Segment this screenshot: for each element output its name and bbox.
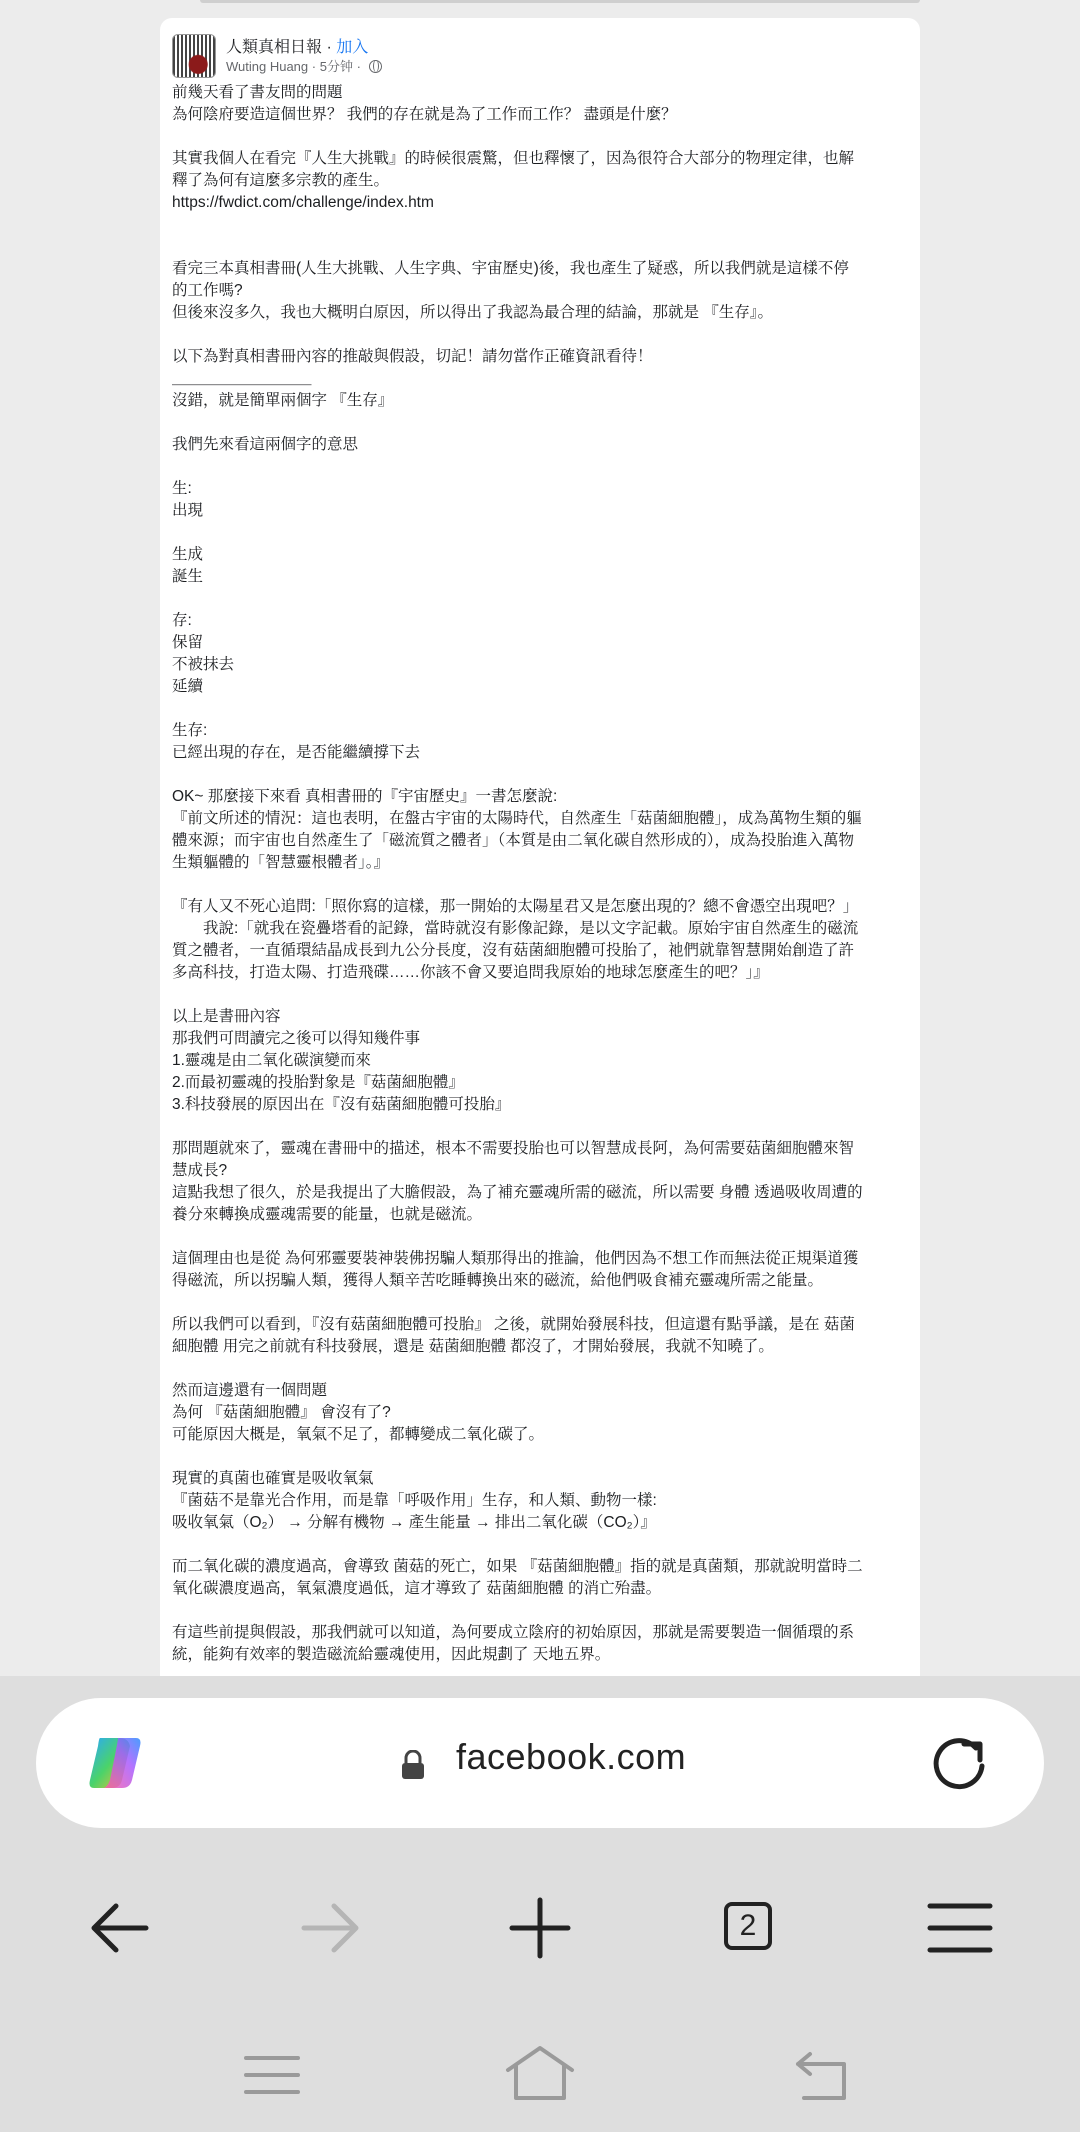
post-text (172, 82, 910, 1666)
blank-line (172, 984, 910, 1006)
group-avatar[interactable] (172, 34, 216, 78)
post-text-line: 1.靈魂是由二氧化碳演變而來 (172, 1052, 371, 1069)
post-text-line: 養分來轉換成靈魂需要的能量，也就是磁流。 (172, 1206, 483, 1223)
post-text-line: 但後來沒多久，我也大概明白原因，所以得出了我認為最合理的結論，那就是 『生存』。 (172, 304, 774, 321)
url-text[interactable]: facebook.com (456, 1736, 687, 1777)
blank-line (172, 236, 910, 258)
post-text-line: 2.而最初靈魂的投胎對象是『菇菌細胞體』 (172, 1074, 464, 1091)
post-text-line: 出現 (172, 502, 204, 519)
join-group-link[interactable]: 加入 (336, 39, 369, 56)
post-text-line: 為何 『菇菌細胞體』 會沒有了? (172, 1404, 391, 1421)
blank-line (172, 126, 910, 148)
group-line (226, 34, 368, 57)
post-text-line: 生存: (172, 722, 208, 739)
post-text-line: 其實我個人在看完『人生大挑戰』的時候很震驚，但也釋懷了，因為很符合大部分的物理定律，也解 (172, 150, 855, 167)
post-text-line: 不被抹去 (172, 656, 235, 673)
post-text-line: 而二氧化碳的濃度過高，會導致 菌菇的死亡，如果 『菇菌細胞體』指的就是真菌類，那就說明當時二 (172, 1558, 863, 1575)
browser-toolbar (0, 1878, 1080, 1978)
post-time[interactable]: 5分钟 (319, 59, 353, 74)
post-text-line: 細胞體 用完之前就有科技發展，還是 菇菌細胞體 都沒了，才開始發展，我就不知曉了。 (172, 1338, 774, 1355)
post-text-line: 存: (172, 612, 192, 629)
post-text-line: 那我們可問讀完之後可以得知幾件事 (172, 1030, 421, 1047)
blank-line (172, 1116, 910, 1138)
blank-line (172, 874, 910, 896)
home-icon[interactable] (500, 2040, 580, 2110)
blank-line (172, 1292, 910, 1314)
separator: · (322, 39, 337, 56)
blank-line (172, 1534, 910, 1556)
back-arrow-icon[interactable] (70, 1878, 170, 1978)
blank-line (172, 522, 910, 544)
post-text-line[interactable]: https://fwdict.com/challenge/index.htm (172, 194, 434, 211)
blank-line (172, 1226, 910, 1248)
post-header (172, 32, 908, 80)
post-text-line: 體來源；而宇宙也自然產生了「磁流質之體者」（本質是由二氧化碳自然形成的），成為投胎進入萬物 (172, 832, 855, 849)
post-text-line: 沒錯，就是簡單兩個字 『生存』 (172, 392, 394, 409)
post-text-line: 為何陰府要造這個世界？ 我們的存在就是為了工作而工作？ 盡頭是什麼？ (172, 106, 677, 123)
tab-count-icon: 2 (724, 1902, 772, 1950)
post-text-line: 以上是書冊內容 (172, 1008, 281, 1025)
post-text-line: 『菌菇不是靠光合作用，而是靠「呼吸作用」生存，和人類、動物一樣: (172, 1492, 657, 1509)
post-text-line: 我們先來看這兩個字的意思 (172, 436, 359, 453)
blank-line (172, 214, 910, 236)
post-text-line: 那問題就來了，靈魂在書冊中的描述，根本不需要投胎也可以智慧成長阿，為何需要菇菌細胞體來智 (172, 1140, 855, 1157)
post-text-line: 誕生 (172, 568, 204, 585)
blank-line (172, 456, 910, 478)
post-card (160, 18, 920, 1676)
globe-icon (369, 60, 382, 73)
blank-line (172, 1446, 910, 1468)
reload-icon[interactable] (928, 1732, 990, 1794)
forward-arrow-icon[interactable] (280, 1878, 380, 1978)
post-text-line: 有這些前提與假設，那我們就可以知道，為何要成立陰府的初始原因，那就是需要製造一個循環的系 (172, 1624, 855, 1641)
lock-icon (400, 1750, 426, 1780)
blank-line (172, 1600, 910, 1622)
hamburger-menu-icon[interactable] (910, 1878, 1010, 1978)
copilot-icon[interactable] (86, 1730, 152, 1796)
blank-line (172, 412, 910, 434)
tab-count-button[interactable] (700, 1878, 800, 1978)
blank-line (172, 698, 910, 720)
post-text-line: OK~ 那麼接下來看 真相書冊的『宇宙歷史』一書怎麼說: (172, 788, 558, 805)
back-gesture-icon[interactable] (782, 2040, 862, 2110)
author-name[interactable]: Wuting Huang (226, 59, 309, 74)
post-meta (226, 56, 382, 75)
post-text-line: 『有人又不死心追問:「照你寫的這樣，那一開始的太陽星君又是怎麼出現的？總不會憑空出現吧？」 (172, 898, 859, 915)
address-bar[interactable] (36, 1698, 1044, 1828)
post-text-line: 保留 (172, 634, 204, 651)
post-text-line: 看完三本真相書冊(人生大挑戰、人生字典、宇宙歷史)後，我也產生了疑惑，所以我們就是這樣不停 (172, 260, 849, 277)
post-text-line: 統，能夠有效率的製造磁流給靈魂使用，因此規劃了 天地五界。 (172, 1646, 611, 1663)
post-text-line: 所以我們可以看到，『沒有菇菌細胞體可投胎』 之後，就開始發展科技，但這還有點爭議，是在 菇菌 (172, 1316, 855, 1333)
post-text-line: 吸收氧氣（O₂） → 分解有機物 → 產生能量 → 排出二氧化碳（CO₂）』 (172, 1514, 656, 1531)
blank-line (172, 764, 910, 786)
post-text-line: 慧成長? (172, 1162, 228, 1179)
post-text-line: 延續 (172, 678, 204, 695)
post-text-line: 生類軀體的「智慧靈根體者」。』 (172, 854, 390, 871)
blank-line (172, 1358, 910, 1380)
post-text-line: 質之體者，一直循環結晶成長到九公分長度，沒有菇菌細胞體可投胎了，祂們就靠智慧開始創造了許 (172, 942, 855, 959)
post-text-line: 然而這邊還有一個問題 (172, 1382, 328, 1399)
post-text-line: 生成 (172, 546, 204, 563)
plus-icon[interactable] (490, 1878, 590, 1978)
post-text-line: 『前文所述的情況：這也表明，在盤古宇宙的太陽時代，自然產生「菇菌細胞體」，成為萬物生類的軀 (172, 810, 862, 827)
post-text-line: ＿＿＿＿＿＿＿＿＿ (172, 370, 312, 387)
blank-line (172, 324, 910, 346)
post-text-line: 生: (172, 480, 192, 497)
blank-line (172, 588, 910, 610)
previous-card-edge (200, 0, 920, 3)
post-text-line: 以下為對真相書冊內容的推敲與假設，切記！請勿當作正確資訊看待！ (172, 348, 653, 365)
separator: · (352, 59, 365, 74)
separator: · (308, 59, 320, 74)
post-text-line: 的工作嗎? (172, 282, 243, 299)
post-text-line: 我說:「就我在瓷疊塔看的記錄，當時就沒有影像記錄，是以文字記載。原始宇宙自然產生的磁流 (172, 920, 859, 937)
post-text-line: 現實的真菌也確實是吸收氧氣 (172, 1470, 374, 1487)
post-text-line: 氧化碳濃度過高，氧氣濃度過低，這才導致了 菇菌細胞體 的消亡殆盡。 (172, 1580, 662, 1597)
post-text-line: 得磁流，所以拐騙人類，獲得人類辛苦吃睡轉換出來的磁流，給他們吸食補充靈魂所需之能量。 (172, 1272, 824, 1289)
post-text-line: 前幾天看了書友問的問題 (172, 84, 343, 101)
system-navigation-bar (0, 2040, 1080, 2120)
recent-apps-icon[interactable] (232, 2040, 312, 2110)
post-text-line: 這個理由也是從 為何邪靈要裝神裝佛拐騙人類那得出的推論，他們因為不想工作而無法從正規渠道獲 (172, 1250, 859, 1267)
post-text-line: 可能原因大概是，氧氣不足了，都轉變成二氧化碳了。 (172, 1426, 545, 1443)
post-text-line: 這點我想了很久，於是我提出了大膽假設，為了補充靈魂所需的磁流，所以需要 身體 透過吸收周遭的 (172, 1184, 863, 1201)
post-text-line: 3.科技發展的原因出在『沒有菇菌細胞體可投胎』 (172, 1096, 511, 1113)
post-text-line: 多高科技，打造太陽、打造飛碟……你該不會又要追問我原始的地球怎麼產生的吧？」』 (172, 964, 769, 981)
post-text-line: 已經出現的存在，是否能繼續撐下去 (172, 744, 421, 761)
group-name[interactable]: 人類真相日報 (226, 39, 323, 56)
post-text-line: 釋了為何有這麼多宗教的產生。 (172, 172, 390, 189)
